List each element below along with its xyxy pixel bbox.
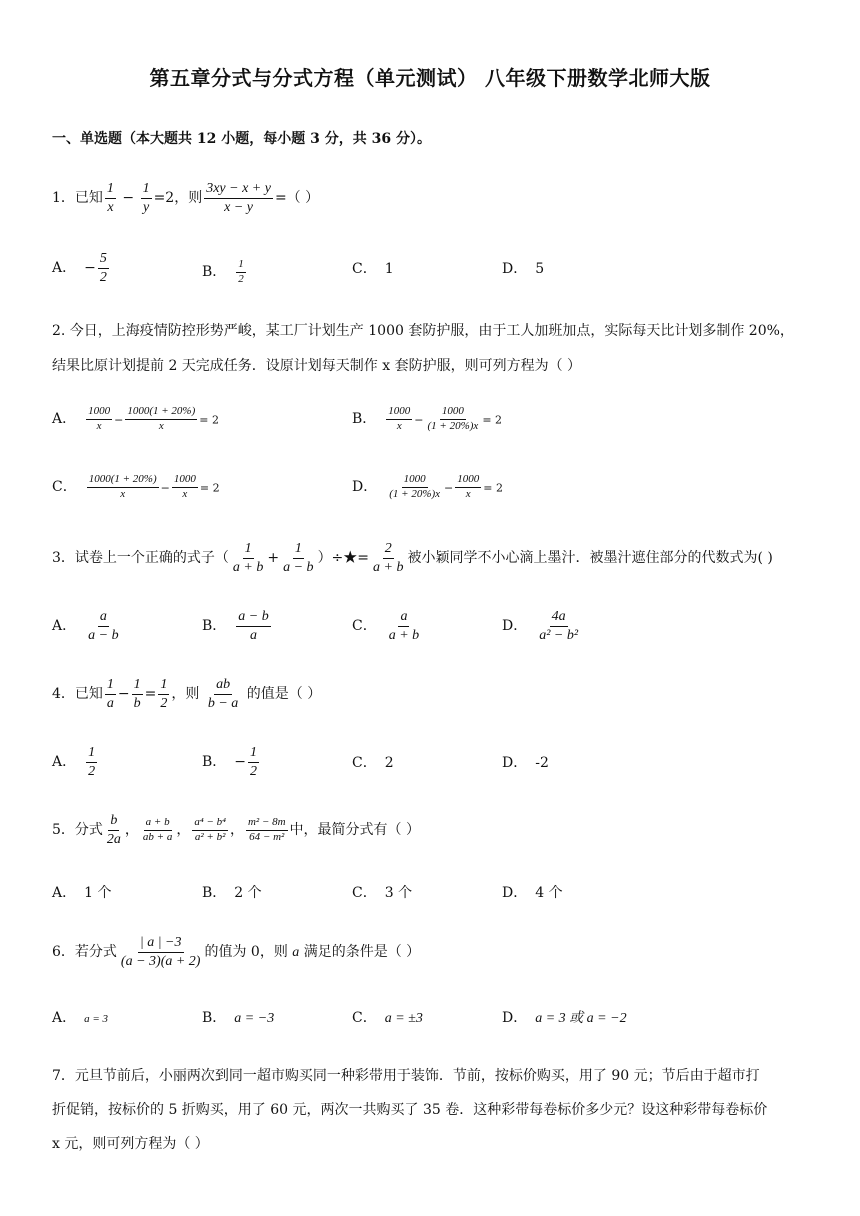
q5-option-b[interactable]: B． 2 个 xyxy=(202,885,262,901)
question-4: 4．已知 $\frac{1}{a}$ − $\frac{1}{b}$ = $\frac{1}{2}$ ，则 $\frac{ab}{b - a}$ 的值是（ ） xyxy=(52,677,322,711)
question-2 xyxy=(52,318,812,379)
q5-option-a[interactable]: A． 1 个 xyxy=(52,885,112,901)
q2-line-1: 2. 今日，上海疫情防控形势严峻，某工厂计划生产 1000 套防护服，由于工人加班加点，实际每天比计划多制作 20%， xyxy=(52,323,794,339)
q4-option-d[interactable]: D． -2 xyxy=(502,755,549,771)
q3-option-d[interactable]: D． $\frac{4a}{\text{a² − b²}}$ xyxy=(502,609,579,643)
q3-option-a[interactable]: A． $\frac{a}{a - b}$ xyxy=(52,609,119,643)
q4-option-c[interactable]: C． 2 xyxy=(352,755,394,771)
q1-option-d[interactable]: D． 5 xyxy=(502,261,545,277)
q1-option-b[interactable]: B． $\frac{1}{2}$ xyxy=(202,258,244,285)
question-1: 1．已知 $\frac{1}{x}$ − $\frac{1}{y}$ =2，则 $\frac{3xy - x + y}{x - y}$ =（ ） xyxy=(52,181,320,215)
question-3: 3．试卷上一个正确的式子（ $\frac{1}{a + b}$ + $\frac{1}{a - b}$ ）÷★= $\frac{2}{a + b}$ 被小颖同学不小心滴上墨汁．被墨汁遮住部分的代数式为( ) xyxy=(52,541,773,575)
q6-option-d[interactable]: D． a = 3 或 a = −2 xyxy=(502,1010,627,1026)
q2-line-2: 结果比原计划提前 2 天完成任务．设原计划每天制作 x 套防护服，则可列方程为（ ） xyxy=(52,357,582,374)
question-7 xyxy=(52,1062,812,1158)
q1-text: 1．已知 xyxy=(52,190,103,206)
q4-option-a[interactable]: A． $\frac{1}{2}$ xyxy=(52,745,96,779)
q7-line-2: 折促销，按标价的 5 折购买，用了 60 元，两次一共购买了 35 卷．这种彩带每卷标价多少元？设这种彩带每卷标价 xyxy=(52,1102,768,1118)
q3-option-c[interactable]: C． $\frac{a}{a + b}$ xyxy=(352,609,420,643)
q7-line-1: 7．元旦节前后，小丽两次到同一超市购买同一种彩带用于装饰．节前，按标价购买，用了 90 元；节后由于超市打 xyxy=(52,1068,760,1084)
q2-option-c[interactable]: C． $\frac{1000(1 + 20\%)}{x}$ − $\frac{1000}{x}$ = 2 xyxy=(52,473,220,500)
q6-option-a[interactable]: A． a = 3 xyxy=(52,1010,109,1026)
q2-option-a[interactable]: A． $\frac{1000}{x}$ − $\frac{1000(1 + 20\%)}{x}$ = 2 xyxy=(52,405,219,432)
q6-option-b[interactable]: B． a = −3 xyxy=(202,1010,275,1026)
q6-option-c[interactable]: C． a = ±3 xyxy=(352,1010,423,1026)
q1-option-a[interactable]: A． − $\frac{5}{2}$ xyxy=(52,251,107,285)
question-5: 5．分式 $\frac{b}{2a}$ ， $\frac{a + b}{ab + a}$ ， $\frac{\text{a⁴ − b⁴}}{\text{a² + b²}}$ ， $\frac{\text{m² − 8m}}{\text{64 − m²}}$ 中，最简分式有（ ） xyxy=(52,813,420,847)
q1-option-c[interactable]: C． 1 xyxy=(352,261,394,277)
q7-line-3: x 元，则可列方程为（ ） xyxy=(52,1136,209,1152)
q2-option-b[interactable]: B． $\frac{1000}{x}$ − $\frac{1000}{(1 + 20\%)x}$ = 2 xyxy=(352,405,503,432)
q1-fraction-1: $\frac{1}{x}$ xyxy=(106,181,114,215)
question-6: 6．若分式 $\frac{| a | -3}{(a - 3)(a + 2)}$ 的值为 0，则 a 满足的条件是（ ） xyxy=(52,935,421,969)
q1-fraction-2: $\frac{1}{y}$ xyxy=(142,181,150,215)
q2-option-d[interactable]: D． $\frac{1000}{(1 + 20\%)x}$ − $\frac{1000}{x}$ = 2 xyxy=(352,473,503,500)
q1-fraction-3: $\frac{3xy - x + y}{x - y}$ xyxy=(206,181,271,215)
page-title: 第五章分式与分式方程（单元测试） 八年级下册数学北师大版 xyxy=(149,66,711,90)
q5-option-c[interactable]: C． 3 个 xyxy=(352,885,413,901)
q4-option-b[interactable]: B． − $\frac{1}{2}$ xyxy=(202,745,258,779)
q3-option-b[interactable]: B． $\frac{a - b}{a}$ xyxy=(202,609,269,643)
section-heading: 一、单选题（本大题共 12 小题，每小题 3 分，共 36 分）。 xyxy=(52,131,431,147)
q5-option-d[interactable]: D． 4 个 xyxy=(502,885,563,901)
